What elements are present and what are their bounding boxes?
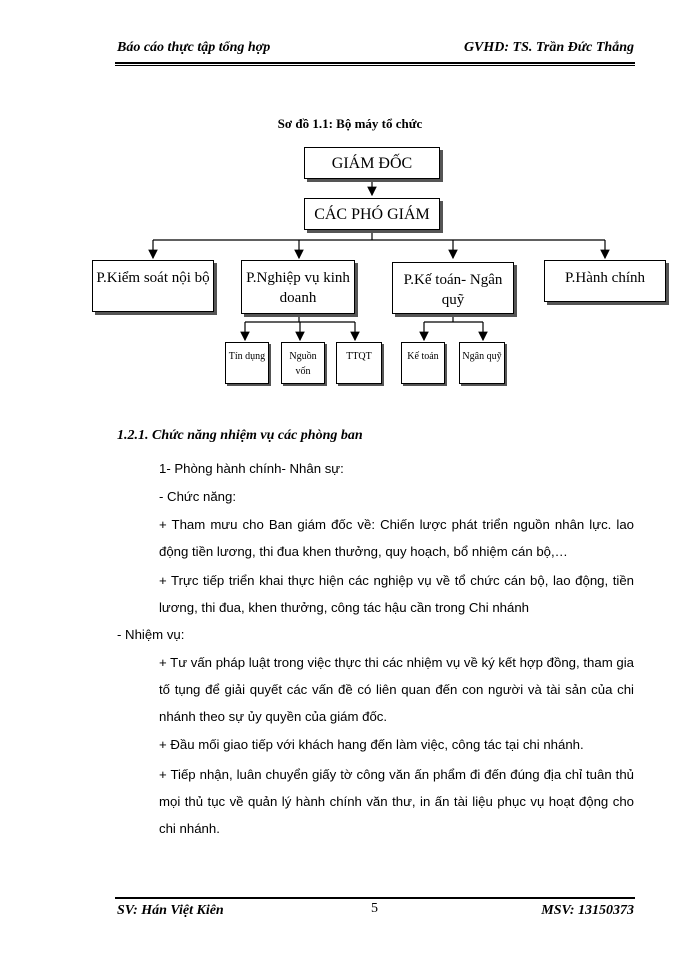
paragraph-function-label: - Chức năng:: [159, 489, 237, 504]
diagram-title: Sơ đồ 1.1: Bộ máy tổ chức: [277, 116, 423, 131]
paragraph-duty-label: - Nhiệm vụ:: [117, 627, 185, 642]
unit-capital: Nguồn vốn: [281, 342, 325, 384]
page-number: 5: [371, 901, 378, 916]
dept-accounting-treasury: P.Kế toán- Ngân quỹ: [392, 262, 514, 314]
footer-student: SV: Hán Việt Kiên: [117, 903, 224, 918]
section-heading: 1.2.1. Chức năng nhiệm vụ các phòng ban: [117, 428, 363, 443]
dept-business-operations: P.Nghiệp vụ kinh doanh: [241, 260, 355, 314]
unit-credit: Tín dụng: [225, 342, 269, 384]
header-title: Báo cáo thực tập tổng hợp: [117, 40, 271, 55]
paragraph-duty-2: + Đầu mối giao tiếp với khách hang đến làm việc, công tác tại chi nhánh.: [159, 737, 584, 752]
director-box: GIÁM ĐỐC: [304, 147, 440, 179]
footer-divider: [115, 897, 635, 899]
dept-administration: P.Hành chính: [544, 260, 666, 302]
paragraph-function-1: + Tham mưu cho Ban giám đốc về: Chiến lược phát triển nguồn nhân lực. lao động tiền lương, thi đua khen thưởng, quy hoạch, bổ nhiệm cán bộ,…: [159, 517, 634, 559]
paragraph-duty-3: + Tiếp nhận, luân chuyển giấy tờ công văn ấn phẩm đi đến đúng địa chỉ tuân thủ mọi thủ tục về quản lý hành chính văn thư, in ấn tài liệu phục vụ hoạt động cho chi nhánh.: [159, 767, 634, 836]
deputies-box: CÁC PHÓ GIÁM: [304, 198, 440, 230]
unit-treasury: Ngân quỹ: [459, 342, 505, 384]
paragraph-dept-heading: 1- Phòng hành chính- Nhân sự:: [159, 461, 344, 476]
unit-accounting: Kế toán: [401, 342, 445, 384]
paragraph-function-2: + Trực tiếp triển khai thực hiện các nghiệp vụ về tổ chức cán bộ, lao động, tiền lương, thi đua, khen thưởng, công tác hậu cần trong Chi nhánh: [159, 573, 634, 615]
header-supervisor: GVHD: TS. Trần Đức Thắng: [463, 40, 634, 55]
footer-student-id: MSV: 13150373: [541, 903, 634, 918]
dept-internal-control: P.Kiểm soát nội bộ: [92, 260, 214, 312]
unit-intl-payment: TTQT: [336, 342, 382, 384]
paragraph-duty-1: + Tư vấn pháp luật trong việc thực thi các nhiệm vụ về ký kết hợp đồng, tham gia tố tụng để giải quyết các vấn đề có liên quan đến con người và tài sản của chi nhánh theo sự ủy quyền của giám đốc.: [159, 655, 634, 724]
